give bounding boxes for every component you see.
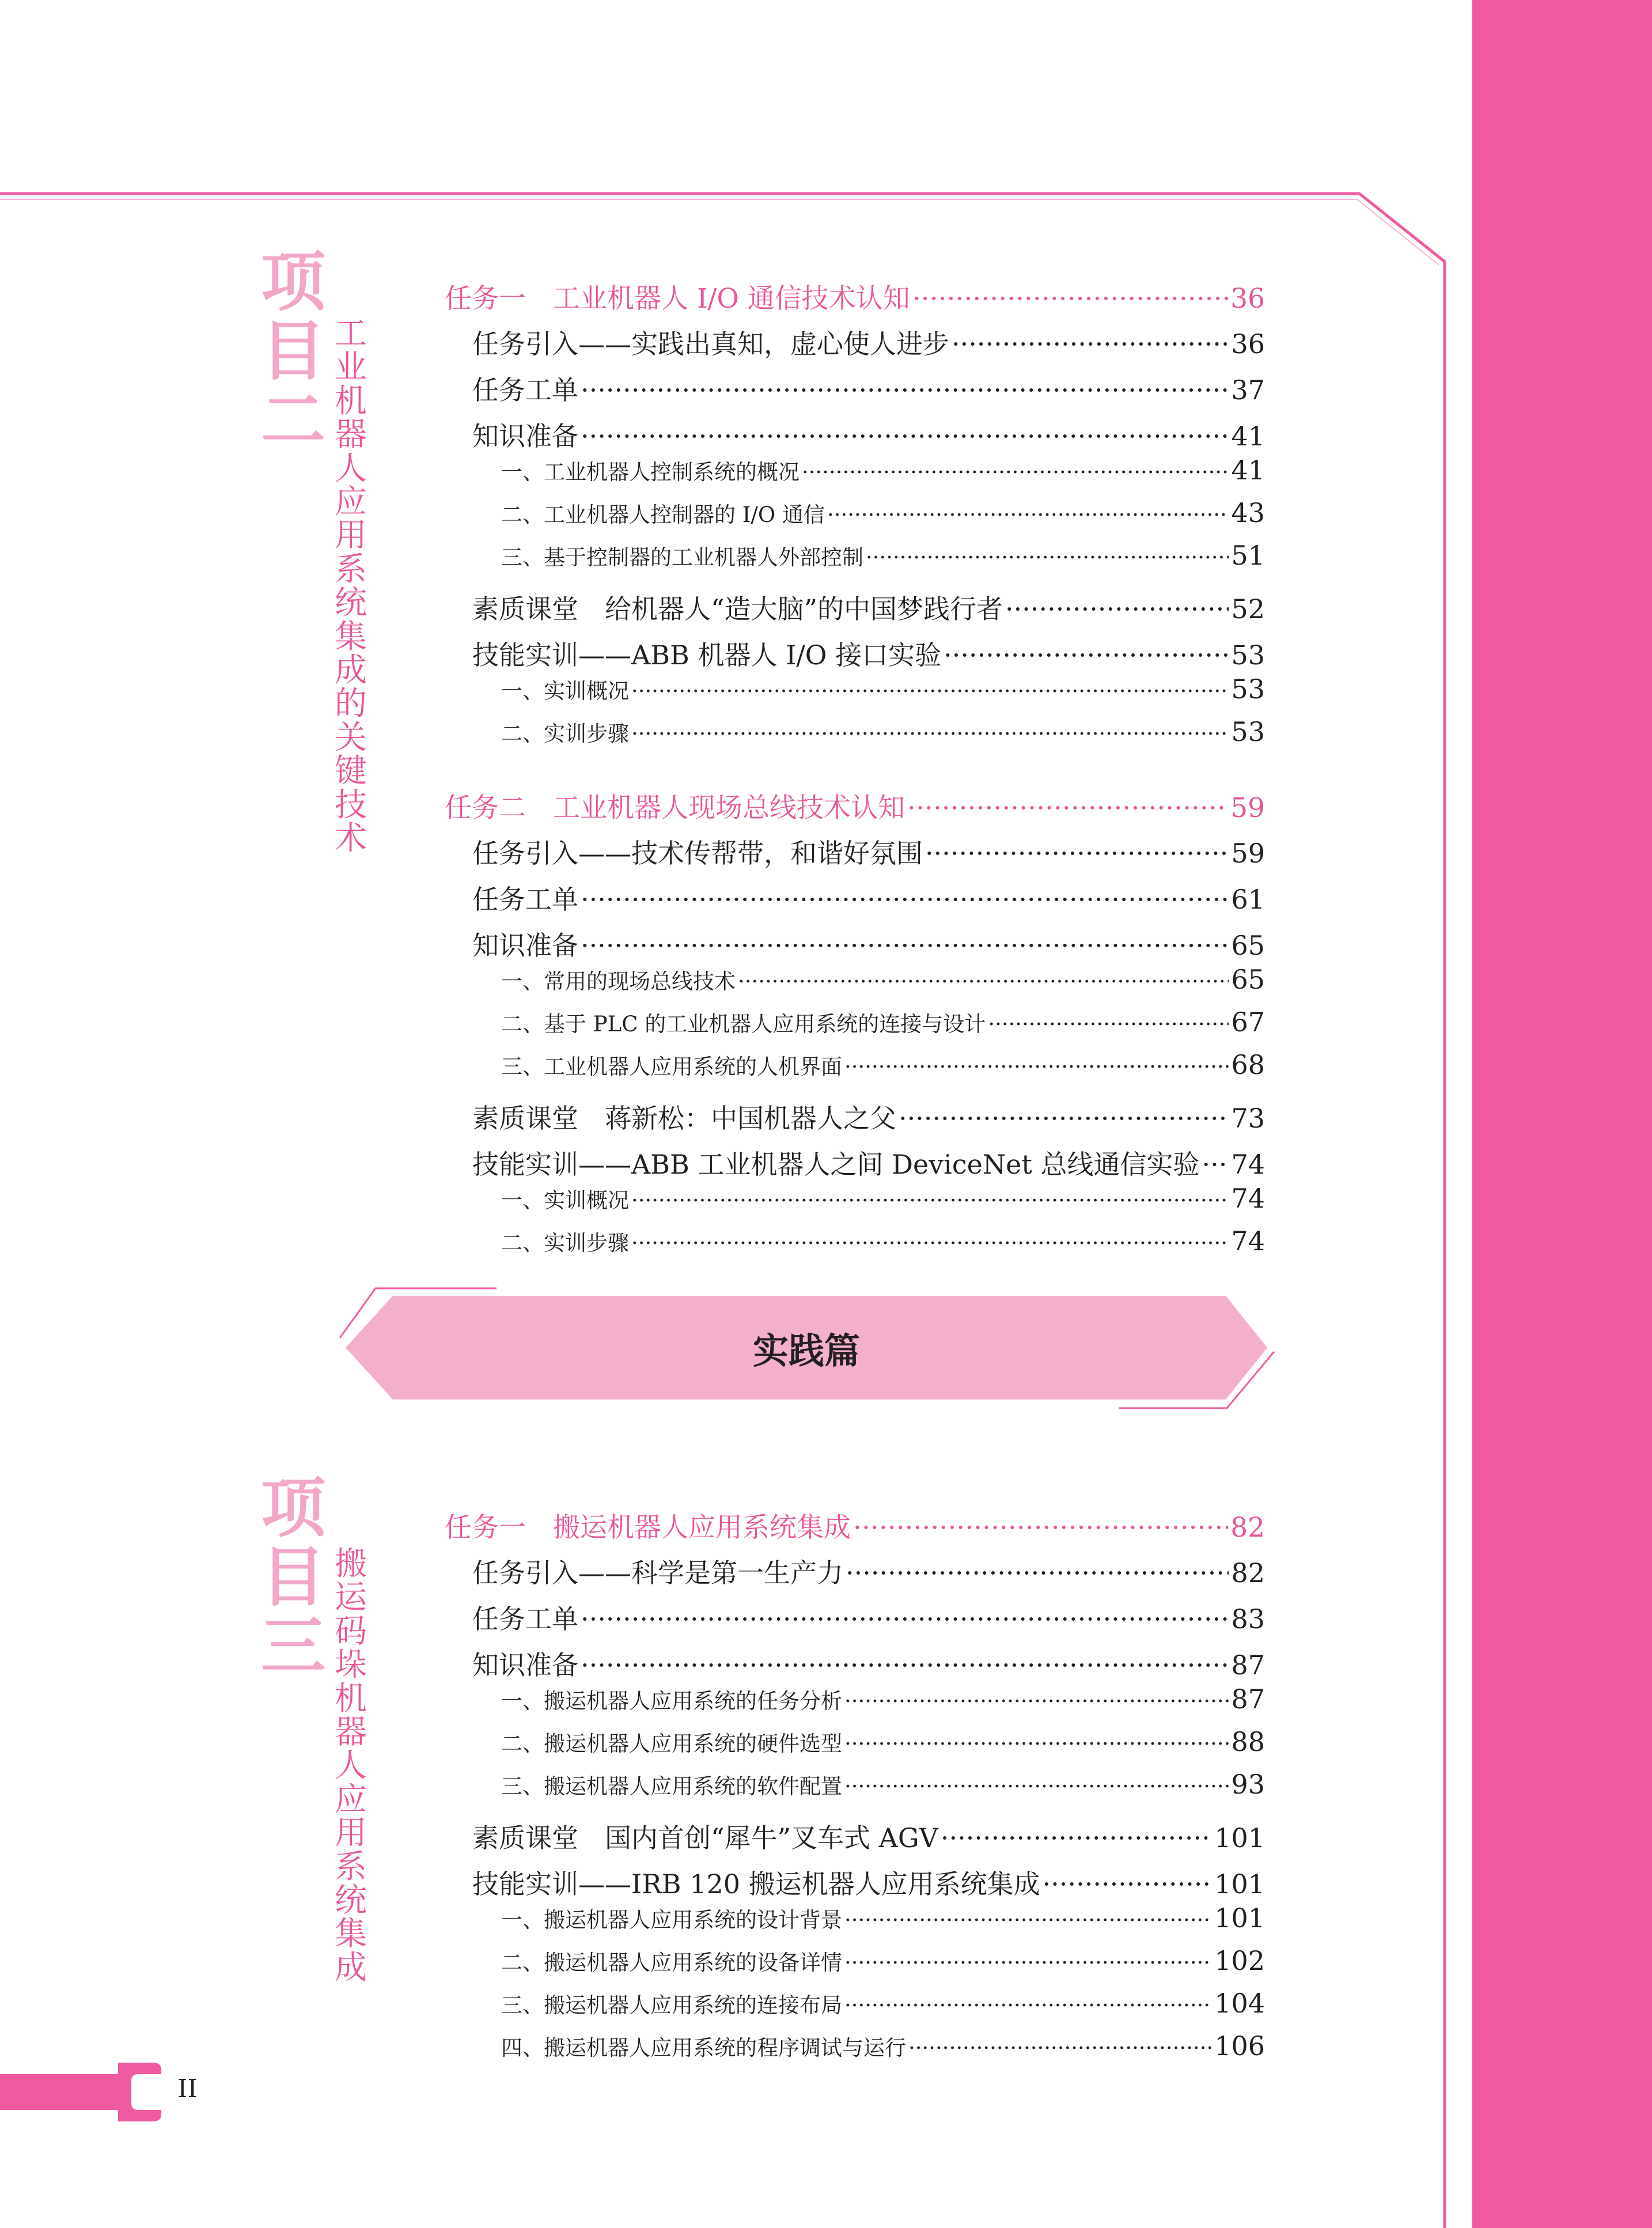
toc-dot-leader bbox=[899, 1103, 1229, 1134]
toc-entry[interactable] bbox=[472, 588, 1265, 626]
toc-entry-page: 87 bbox=[1231, 1650, 1265, 1681]
toc-dot-leader bbox=[912, 283, 1228, 315]
toc-entry-title: 一、工业机器人控制系统的概况 bbox=[501, 460, 800, 485]
toc-dot-leader bbox=[581, 1603, 1229, 1635]
toc-dot-leader bbox=[631, 721, 1229, 746]
project2-subtitle-char: 统 bbox=[335, 584, 367, 622]
toc-dot-leader bbox=[1043, 1868, 1213, 1900]
toc-dot-leader bbox=[941, 1822, 1212, 1853]
toc-dot-leader bbox=[844, 1950, 1212, 1975]
toc-entry-page: 88 bbox=[1231, 1726, 1265, 1757]
project3-subtitle-char: 搬 bbox=[335, 1545, 367, 1583]
toc-entry-page: 83 bbox=[1231, 1603, 1265, 1635]
project2-big-char-0: 项 bbox=[261, 245, 325, 320]
toc-entry-page: 36 bbox=[1231, 328, 1265, 360]
toc-entry-title: 二、搬运机器人应用系统的硬件选型 bbox=[501, 1731, 842, 1756]
project2-subtitle-char: 人 bbox=[335, 449, 367, 487]
project2-subtitle-char: 机 bbox=[335, 382, 367, 420]
toc-dot-leader bbox=[581, 930, 1229, 961]
project3-big-char-1: 目 bbox=[261, 1540, 325, 1615]
toc-entry[interactable] bbox=[501, 1769, 1265, 1800]
toc-entry-page: 67 bbox=[1231, 1007, 1265, 1038]
toc-dot-leader bbox=[581, 1650, 1229, 1681]
toc-entry[interactable] bbox=[472, 1863, 1265, 1901]
toc-entry-title: 知识准备 bbox=[472, 421, 578, 452]
toc-entry-page: 104 bbox=[1214, 1988, 1265, 2019]
toc-entry-title: 任务引入——技术传帮带，和谐好氛围 bbox=[472, 838, 923, 869]
top-frame-line-inner bbox=[0, 199, 1439, 265]
toc-entry-page: 59 bbox=[1230, 792, 1265, 824]
project3-subtitle-char: 器 bbox=[335, 1713, 367, 1752]
toc-entry-page: 74 bbox=[1231, 1225, 1265, 1257]
project2-subtitle-char: 用 bbox=[335, 517, 367, 555]
project3-big-char-2: 三 bbox=[261, 1609, 325, 1684]
toc-entry-title: 一、实训概况 bbox=[501, 1188, 629, 1213]
toc-entry[interactable] bbox=[445, 277, 1265, 316]
toc-entry[interactable] bbox=[472, 879, 1265, 917]
toc-entry-page: 82 bbox=[1231, 1557, 1265, 1588]
toc-entry-title: 任务二 工业机器人现场总线技术认知 bbox=[445, 792, 905, 824]
toc-entry-page: 65 bbox=[1231, 964, 1265, 995]
toc-entry-title: 二、工业机器人控制器的 I/O 通信 bbox=[501, 502, 825, 527]
toc-entry-title: 三、搬运机器人应用系统的软件配置 bbox=[501, 1774, 842, 1799]
toc-entry[interactable] bbox=[501, 1049, 1265, 1080]
toc-entry-page: 41 bbox=[1231, 421, 1265, 452]
project2-subtitle-char: 系 bbox=[335, 550, 367, 588]
toc-entry-page: 53 bbox=[1231, 674, 1265, 705]
project3-subtitle bbox=[331, 1545, 371, 1987]
project3-subtitle-char: 机 bbox=[335, 1679, 367, 1718]
toc-entry[interactable] bbox=[501, 1183, 1265, 1214]
toc-entry-page: 51 bbox=[1231, 540, 1265, 571]
toc-dot-leader bbox=[925, 838, 1229, 869]
project3-big-title bbox=[259, 1471, 328, 1684]
toc-entry-page: 74 bbox=[1231, 1149, 1265, 1180]
project3-subtitle-char: 垛 bbox=[335, 1646, 367, 1684]
toc-entry-title: 三、搬运机器人应用系统的连接布局 bbox=[501, 1993, 842, 2018]
toc-entry-title: 二、实训步骤 bbox=[501, 721, 629, 746]
project2-subtitle-char: 术 bbox=[335, 820, 367, 858]
toc-dot-leader bbox=[846, 1557, 1229, 1588]
toc-entry[interactable] bbox=[501, 497, 1265, 528]
toc-entry-title: 任务引入——实践出真知，虚心使人进步 bbox=[472, 328, 949, 360]
toc-entry-title: 素质课堂 给机器人“造大脑”的中国梦践行者 bbox=[472, 593, 1003, 625]
project2-subtitle-char: 工 bbox=[335, 315, 367, 353]
toc-entry-title: 四、搬运机器人应用系统的程序调试与运行 bbox=[501, 2036, 906, 2060]
toc-dot-leader bbox=[866, 545, 1229, 570]
toc-entry-title: 技能实训——IRB 120 搬运机器人应用系统集成 bbox=[472, 1868, 1040, 1900]
toc-dot-leader bbox=[844, 1993, 1212, 2018]
project3-subtitle-char: 应 bbox=[335, 1780, 367, 1818]
toc-entry-title: 任务一 搬运机器人应用系统集成 bbox=[445, 1512, 851, 1544]
toc-entry[interactable] bbox=[501, 716, 1265, 747]
toc-entry[interactable] bbox=[501, 964, 1265, 995]
project2-subtitle-char: 应 bbox=[335, 483, 367, 521]
toc-dot-leader bbox=[802, 460, 1229, 485]
project2-subtitle-char: 业 bbox=[335, 349, 367, 387]
toc-dot-leader bbox=[844, 1054, 1229, 1079]
toc-entry-page: 41 bbox=[1231, 455, 1265, 486]
toc-entry[interactable] bbox=[501, 455, 1265, 486]
toc-entry[interactable] bbox=[501, 1902, 1265, 1934]
toc-entry-title: 任务一 工业机器人 I/O 通信技术认知 bbox=[445, 283, 910, 315]
toc-dot-leader bbox=[853, 1512, 1228, 1544]
toc-entry[interactable] bbox=[472, 634, 1265, 672]
toc-entry-title: 技能实训——ABB 机器人 I/O 接口实验 bbox=[472, 640, 942, 671]
toc-entry-title: 一、搬运机器人应用系统的任务分析 bbox=[501, 1689, 842, 1713]
toc-dot-leader bbox=[1005, 593, 1229, 625]
toc-dot-leader bbox=[827, 502, 1229, 527]
toc-entry[interactable] bbox=[445, 1506, 1265, 1545]
toc-entry[interactable] bbox=[472, 833, 1265, 871]
toc-entry-title: 素质课堂 蒋新松：中国机器人之父 bbox=[472, 1103, 896, 1134]
toc-entry-page: 74 bbox=[1231, 1183, 1265, 1214]
toc-entry[interactable] bbox=[472, 1144, 1265, 1182]
toc-entry[interactable] bbox=[472, 1098, 1265, 1136]
toc-entry[interactable] bbox=[501, 540, 1265, 571]
project3-subtitle-char: 人 bbox=[335, 1747, 367, 1785]
toc-entry-title: 二、基于 PLC 的工业机器人应用系统的连接与设计 bbox=[501, 1012, 986, 1037]
toc-entry-title: 三、基于控制器的工业机器人外部控制 bbox=[501, 545, 863, 570]
toc-entry[interactable] bbox=[472, 323, 1265, 361]
toc-entry-page: 101 bbox=[1214, 1902, 1265, 1934]
toc-entry[interactable] bbox=[501, 1945, 1265, 1976]
project3-subtitle-char: 统 bbox=[335, 1882, 367, 1920]
toc-entry[interactable] bbox=[472, 1644, 1265, 1682]
project2-subtitle-char: 关 bbox=[335, 718, 367, 756]
toc-entry-page: 106 bbox=[1214, 2030, 1265, 2061]
toc-entry-page: 59 bbox=[1231, 838, 1265, 869]
toc-entry[interactable] bbox=[501, 1684, 1265, 1715]
toc-entry-title: 任务工单 bbox=[472, 884, 578, 915]
clamp-icon bbox=[118, 2063, 161, 2121]
project2-subtitle-char: 的 bbox=[335, 685, 367, 723]
toc-entry[interactable] bbox=[472, 415, 1265, 453]
toc-entry-page: 73 bbox=[1231, 1103, 1265, 1134]
project3-subtitle-char: 码 bbox=[335, 1612, 367, 1650]
toc-entry-page: 36 bbox=[1230, 283, 1265, 315]
toc-entry[interactable] bbox=[472, 369, 1265, 407]
toc-entry-page: 68 bbox=[1231, 1049, 1265, 1080]
toc-entry[interactable] bbox=[472, 1598, 1265, 1636]
clamp-bar bbox=[0, 2074, 118, 2110]
toc-entry-title: 技能实训——ABB 工业机器人之间 DeviceNet 总线通信实验 bbox=[472, 1149, 1200, 1180]
toc-entry-page: 93 bbox=[1231, 1769, 1265, 1800]
toc-entry[interactable] bbox=[472, 925, 1265, 963]
toc-entry-page: 101 bbox=[1214, 1868, 1265, 1900]
project2-big-char-1: 目 bbox=[261, 314, 325, 389]
toc-dot-leader bbox=[581, 884, 1229, 915]
project3-subtitle-char: 成 bbox=[335, 1949, 367, 1987]
toc-entry-page: 61 bbox=[1231, 884, 1265, 915]
project2-subtitle-char: 键 bbox=[335, 752, 367, 790]
toc-entry-title: 一、搬运机器人应用系统的设计背景 bbox=[501, 1908, 842, 1932]
toc-entry-title: 一、实训概况 bbox=[501, 679, 629, 703]
toc-entry[interactable] bbox=[501, 674, 1265, 705]
toc-entry-page: 102 bbox=[1214, 1945, 1265, 1976]
toc-entry-title: 二、实训步骤 bbox=[501, 1231, 629, 1255]
toc-entry-page: 87 bbox=[1231, 1684, 1265, 1715]
toc-entry-title: 素质课堂 国内首创“犀牛”叉车式 AGV bbox=[472, 1822, 938, 1853]
project2-subtitle-char: 器 bbox=[335, 416, 367, 454]
toc-entry-title: 一、常用的现场总线技术 bbox=[501, 969, 736, 994]
toc-entry-title: 知识准备 bbox=[472, 930, 578, 961]
toc-entry[interactable] bbox=[501, 1988, 1265, 2019]
toc-dot-leader bbox=[581, 375, 1229, 406]
toc-dot-leader bbox=[844, 1774, 1229, 1799]
toc-entry[interactable] bbox=[501, 2030, 1265, 2061]
toc-entry-page: 53 bbox=[1231, 716, 1265, 747]
project2-subtitle-char: 成 bbox=[335, 652, 367, 690]
toc-dot-leader bbox=[844, 1908, 1212, 1932]
project2-big-char-2: 二 bbox=[261, 383, 325, 458]
toc-entry[interactable] bbox=[472, 1817, 1265, 1855]
toc-entry-page: 52 bbox=[1231, 593, 1265, 625]
toc-dot-leader bbox=[907, 792, 1228, 824]
toc-entry-title: 三、工业机器人应用系统的人机界面 bbox=[501, 1054, 842, 1079]
toc-dot-leader bbox=[738, 969, 1229, 994]
toc-entry-title: 任务工单 bbox=[472, 375, 578, 406]
toc-dot-leader bbox=[844, 1731, 1229, 1756]
toc-entry-page: 65 bbox=[1231, 930, 1265, 961]
toc-dot-leader bbox=[581, 421, 1229, 452]
project3-big-char-0: 项 bbox=[261, 1471, 325, 1546]
toc-dot-leader bbox=[631, 1231, 1229, 1255]
toc-dot-leader bbox=[908, 2036, 1212, 2060]
toc-entry-title: 知识准备 bbox=[472, 1650, 578, 1681]
toc-entry-title: 任务工单 bbox=[472, 1603, 578, 1635]
toc-dot-leader bbox=[631, 679, 1229, 703]
toc-entry-page: 101 bbox=[1214, 1822, 1265, 1853]
project2-subtitle bbox=[331, 317, 371, 856]
toc-entry-page: 53 bbox=[1231, 640, 1265, 671]
project3-subtitle-char: 用 bbox=[335, 1814, 367, 1852]
toc-entry-page: 37 bbox=[1231, 375, 1265, 406]
project3-subtitle-char: 运 bbox=[335, 1579, 367, 1617]
banner-title: 实践篇 bbox=[752, 1330, 860, 1372]
toc-entry-page: 43 bbox=[1231, 497, 1265, 528]
toc-dot-leader bbox=[988, 1012, 1229, 1037]
toc-entry-title: 二、搬运机器人应用系统的设备详情 bbox=[501, 1950, 842, 1975]
toc-dot-leader bbox=[631, 1188, 1229, 1213]
project2-big-title bbox=[259, 245, 328, 458]
project2-subtitle-char: 技 bbox=[335, 786, 367, 824]
toc-dot-leader bbox=[844, 1689, 1229, 1713]
toc-entry[interactable] bbox=[501, 1007, 1265, 1038]
toc-dot-leader bbox=[952, 328, 1229, 360]
project3-subtitle-char: 集 bbox=[335, 1915, 367, 1953]
project2-subtitle-char: 集 bbox=[335, 618, 367, 656]
toc-entry-page: 82 bbox=[1230, 1512, 1265, 1544]
toc-dot-leader bbox=[944, 640, 1229, 671]
page-number: II bbox=[177, 2074, 198, 2104]
toc-dot-leader bbox=[1202, 1149, 1229, 1180]
project3-subtitle-char: 系 bbox=[335, 1848, 367, 1886]
toc-entry[interactable] bbox=[501, 1225, 1265, 1257]
toc-entry-title: 任务引入——科学是第一生产力 bbox=[472, 1557, 843, 1588]
toc-entry[interactable] bbox=[501, 1726, 1265, 1757]
toc-entry[interactable] bbox=[445, 786, 1265, 825]
toc-entry[interactable] bbox=[472, 1552, 1265, 1590]
